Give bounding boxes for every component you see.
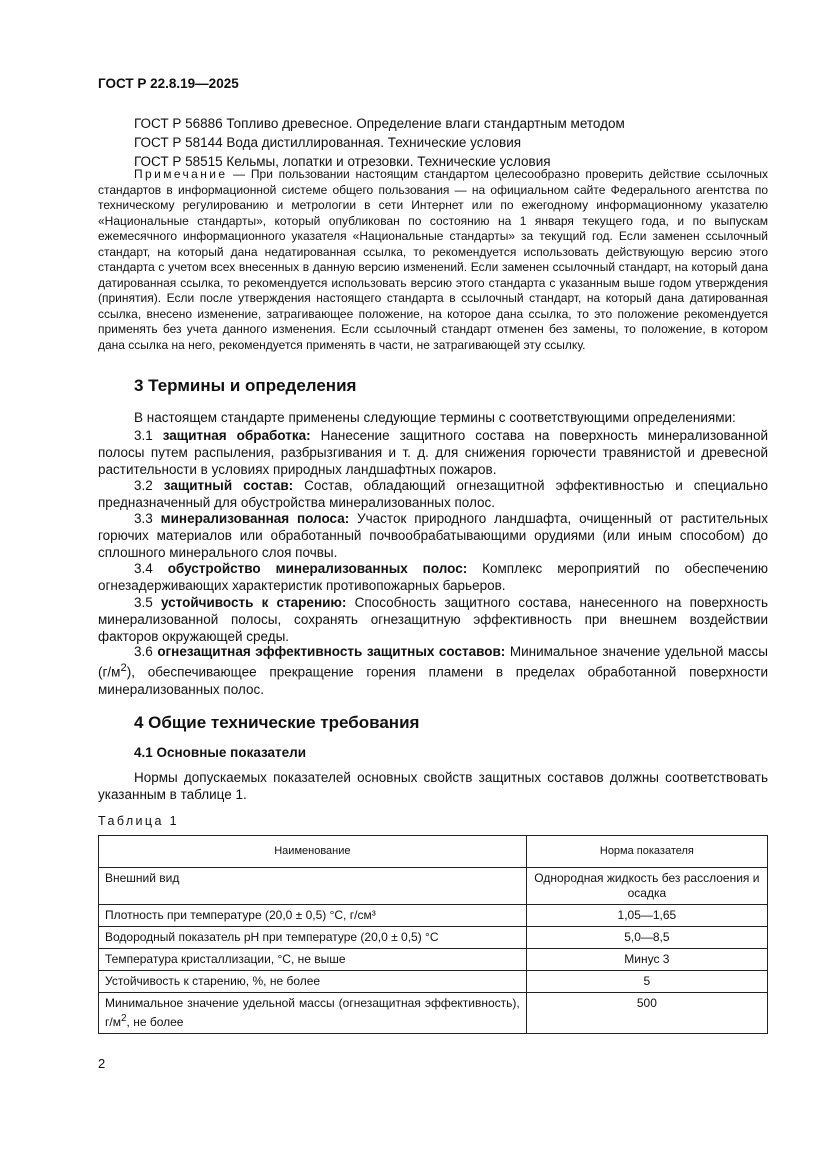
term-name: защитный состав: [163, 478, 294, 493]
column-header: Наименование [99, 836, 527, 868]
term-name: обустройство минерализованных полос: [167, 561, 468, 576]
table-cell: Минимальное значение удельной массы (огнезащитная эффективность), $г/м^2$, не более [99, 993, 527, 1034]
term-3-5: 3.5 устойчивость к старению: Способность защитного состава, нанесенного на поверхность минерализованной полосы, сохранять огнезащитную эффективность при внешнем воздействии факторов окружающей среды. [98, 595, 768, 644]
subsection-4-1-title: 4.1 Основные показатели [134, 745, 307, 760]
term-3-3: 3.3 минерализованная полоса: Участок природного ландшафта, очищенный от растительных горючих материалов или обработанный почвообрабатывающими орудиями (или иным способом) до сплошного минерального слоя почвы. [98, 511, 768, 560]
section-3-title: 3 Термины и определения [134, 376, 357, 395]
table-cell: 1,05—1,65 [526, 905, 767, 927]
table-cell: 500 [526, 993, 767, 1034]
table-row [99, 949, 768, 971]
table-header-row [99, 836, 768, 868]
term-3-6: 3.6 огнезащитная эффективность защитных составов: Минимальное значение удельной массы $(г/м^2)$, обеспечивающее прекращение горения пламени в пределах обработанной поверхности минерализованных полос. [98, 644, 768, 697]
term-name: огнезащитная эффективность защитных составов: [157, 644, 506, 659]
table-cell: Внешний вид [99, 868, 527, 905]
reference-item: ГОСТ Р 58515 Кельмы, лопатки и отрезовки. Технические условия [134, 154, 551, 169]
term-3-2: 3.2 защитный состав: Состав, обладающий огнезащитной эффективностью и специально предназначенный для обустройства минерализованных полос. [98, 478, 768, 510]
table-row [99, 905, 768, 927]
table-caption: Таблица 1 [98, 814, 180, 828]
page-number: 2 [98, 1056, 106, 1071]
reference-list [134, 114, 625, 171]
table-cell: Плотность при температуре (20,0 ± 0,5) °С, г/см³ [99, 905, 527, 927]
table-cell: Температура кристаллизации, °С, не выше [99, 949, 527, 971]
table-row [99, 868, 768, 905]
reference-item: ГОСТ Р 58144 Вода дистиллированная. Технические условия [134, 135, 522, 150]
document-header: ГОСТ Р 22.8.19—2025 [98, 76, 239, 91]
note-paragraph [98, 167, 768, 353]
column-header: Норма показателя [526, 836, 767, 868]
term-3-1: 3.1 защитная обработка: Нанесение защитного состава на поверхность минерализованной полосы путем распыления, разбрызгивания и т. д. для снижения горючести травянистой и древесной растительности в условиях природных ландшафтных пожаров. [98, 428, 768, 477]
table-cell: 5 [526, 971, 767, 993]
table-cell: 5,0—8,5 [526, 927, 767, 949]
note-text: — При пользовании настоящим стандартом целесообразно проверить действие ссылочных стандартов в информационной системе общего пользования — на официальном сайте Федерального агентства по техническому регулированию и метрологии в сети Интернет или по ежегодному информационному указателю «Национальные стандарты», который опубликован по состоянию на 1 января текущего года, и по выпускам ежемесячного информационного указателя «Национальные стандарты» за текущий год. Если заменен ссылочный стандарт, на который дана недатированная ссылка, то рекомендуется использовать действующую версию этого стандарта с учетом всех внесенных в данную версию изменений. Если заменен ссылочный стандарт, на который дана датированная ссылка, то рекомендуется использовать версию этого стандарта с указанным выше годом утверждения (принятия). Если после утверждения настоящего стандарта в ссылочный стандарт, на который дана датированная ссылка, внесено изменение, затрагивающее положение, на которое дана ссылка, то это положение рекомендуется применять без учета данного изменения. Если ссылочный стандарт отменен без замены, то положение, в котором дана ссылка на него, рекомендуется применять в части, не затрагивающей эту ссылку. [98, 167, 768, 352]
term-name: минерализованная полоса: [160, 511, 350, 526]
table-cell: Минус 3 [526, 949, 767, 971]
section-3-intro: В настоящем стандарте применены следующие термины с соответствующими определениями: [134, 410, 736, 425]
term-3-4: 3.4 обустройство минерализованных полос: Комплекс мероприятий по обеспечению огнезадерживающих характеристик противопожарных барьеров. [98, 561, 768, 593]
term-name: устойчивость к старению: [160, 595, 347, 610]
section-4-intro: Нормы допускаемых показателей основных свойств защитных составов должны соответствовать указанным в таблице 1. [98, 770, 768, 802]
table-cell: Однородная жидкость без расслоения и осадка [526, 868, 767, 905]
requirements-table [98, 835, 768, 1034]
note-label: Примечание [134, 167, 228, 181]
reference-item: ГОСТ Р 56886 Топливо древесное. Определение влаги стандартным методом [134, 116, 625, 131]
table-row [99, 927, 768, 949]
table-row [99, 971, 768, 993]
table-cell: Устойчивость к старению, %, не более [99, 971, 527, 993]
table-row [99, 993, 768, 1034]
term-name: защитная обработка: [162, 428, 311, 443]
table-cell: Водородный показатель pH при температуре (20,0 ± 0,5) °С [99, 927, 527, 949]
section-4-title: 4 Общие технические требования [134, 713, 420, 732]
